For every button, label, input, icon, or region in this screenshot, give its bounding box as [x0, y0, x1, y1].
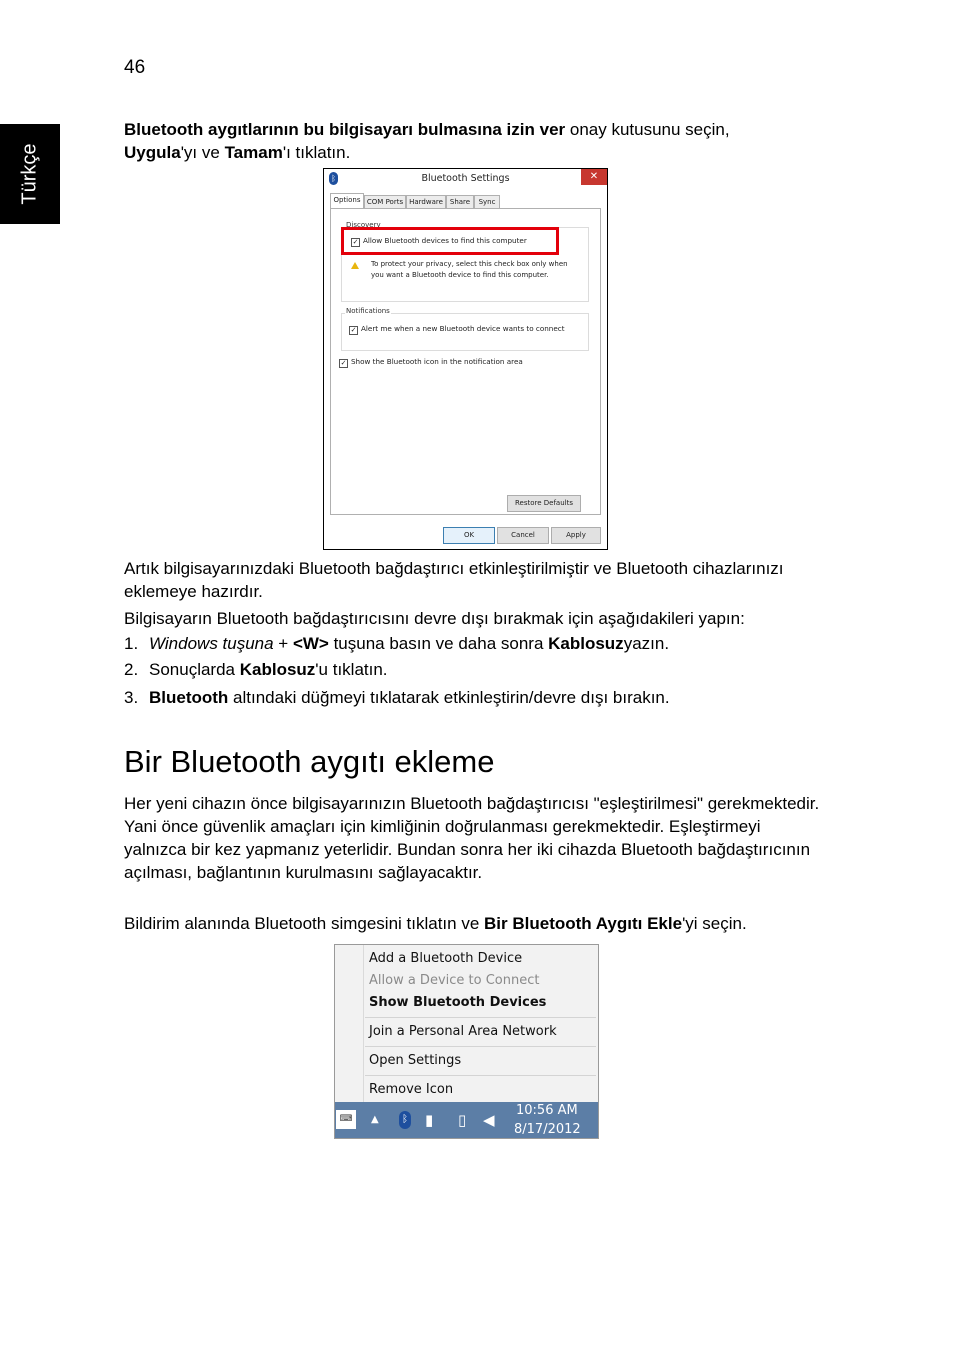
- notify-bold: Bir Bluetooth Aygıtı Ekle: [484, 914, 683, 933]
- checkbox-check-icon: ✓: [352, 238, 359, 246]
- enabled-paragraph: Artık bilgisayarınızdaki Bluetooth bağdaştırıcı etkinleştirilmiştir ve Bluetooth cihazlarınızı eklemeye hazırdır.: [124, 559, 784, 601]
- step-text: altındaki düğmeyi tıklatarak etkinleştirin/devre dışı bırakın.: [228, 688, 670, 707]
- network-signal-icon[interactable]: ▮: [425, 1111, 434, 1129]
- step-bold: Bluetooth: [149, 688, 229, 707]
- show-icon-checkbox[interactable]: [339, 357, 523, 368]
- intro-text-b: 'yı ve: [180, 143, 225, 162]
- menu-item-open-settings[interactable]: Open Settings: [369, 1053, 462, 1068]
- notifications-label: Notifications: [346, 307, 390, 315]
- menu-item-add-device[interactable]: Add a Bluetooth Device: [369, 951, 523, 966]
- step-text: yazın.: [623, 634, 670, 653]
- list-item: [124, 632, 824, 655]
- show-hidden-icons-icon[interactable]: ▲: [371, 1114, 379, 1125]
- menu-separator: [365, 1075, 596, 1076]
- step-bold: Kablosuz: [548, 634, 624, 653]
- step-text: +: [273, 634, 293, 653]
- notify-paragraph: [124, 912, 824, 935]
- intro-text-c: 'ı tıklatın.: [282, 143, 351, 162]
- list-item: [124, 658, 824, 681]
- bold-option: Bluetooth aygıtlarının bu bilgisayarı bulmasına izin ver: [124, 120, 566, 139]
- step-italic: Windows tuşuna: [149, 634, 274, 653]
- dialog-titlebar: [324, 169, 607, 189]
- step-text: tuşuna basın ve daha sonra: [328, 634, 549, 653]
- step-text: Sonuçlarda: [149, 660, 240, 679]
- close-icon[interactable]: ✕: [581, 169, 607, 185]
- pairing-paragraph: Her yeni cihazın önce bilgisayarınızın Bluetooth bağdaştırıcısı "eşleştirilmesi" gerekmektedir. Yani önce güvenlik amaçları için kimliğinin doğrulanması gerekmektedir. Eşleştirmeyi yalnızca bir kez yapmanız yeterlidir. Bundan sonra her iki cihazda Bluetooth bağdaştırıcının açılması, bağlantının kurulmasını sağlayacaktır.: [124, 794, 820, 882]
- language-tab-label: Türkçe: [18, 143, 41, 205]
- privacy-warning: To protect your privacy, select this check box only when you want a Bluetooth device to find this computer.: [371, 260, 568, 279]
- page-number: 46: [124, 57, 146, 78]
- menu-item-show-devices[interactable]: Show Bluetooth Devices: [369, 995, 547, 1010]
- checkbox-check-icon: ✓: [350, 326, 357, 334]
- battery-icon[interactable]: ▯: [458, 1111, 467, 1129]
- list-item: [124, 686, 824, 709]
- menu-separator: [365, 1017, 596, 1018]
- notify-text: 'yi seçin.: [682, 914, 747, 933]
- restore-defaults-button[interactable]: Restore Defaults: [507, 495, 581, 512]
- menu-separator: [365, 1046, 596, 1047]
- section-heading: Bir Bluetooth aygıtı ekleme: [124, 744, 495, 779]
- bluetooth-settings-dialog: [323, 168, 608, 550]
- intro-paragraph: [124, 118, 824, 164]
- bluetooth-icon[interactable]: ᛒ: [399, 1111, 411, 1129]
- tab-hardware[interactable]: Hardware: [406, 195, 446, 209]
- bluetooth-context-menu: [334, 944, 599, 1139]
- bluetooth-icon: ᛒ: [329, 172, 338, 185]
- alert-label: Alert me when a new Bluetooth device wants to connect: [361, 324, 565, 333]
- options-panel: [330, 208, 601, 515]
- ok-button[interactable]: OK: [443, 527, 495, 544]
- dialog-title: Bluetooth Settings: [421, 173, 510, 184]
- step-text: 'u tıklatın.: [315, 660, 388, 679]
- taskbar-date[interactable]: 8/17/2012: [514, 1122, 581, 1137]
- highlight-box: [341, 227, 559, 255]
- disable-paragraph: Bilgisayarın Bluetooth bağdaştırıcısını devre dışı bırakmak için aşağıdakileri yapın:: [124, 609, 745, 628]
- list-number: 2.: [124, 660, 139, 679]
- tab-com-ports[interactable]: COM Ports: [364, 195, 406, 209]
- discovery-label: Discovery: [346, 221, 381, 229]
- bold-ok: Tamam: [224, 143, 283, 162]
- tab-share[interactable]: Share: [446, 195, 474, 209]
- checkbox-check-icon: ✓: [340, 359, 347, 367]
- list-number: 1.: [124, 634, 139, 653]
- menu-gutter: [363, 945, 364, 1102]
- warning-icon: [351, 262, 359, 269]
- notify-text: Bildirim alanında Bluetooth simgesini tıklatın ve: [124, 914, 485, 933]
- intro-text-a: onay kutusunu seçin,: [565, 120, 730, 139]
- apply-button[interactable]: Apply: [551, 527, 601, 544]
- step-bold: <W>: [292, 634, 329, 653]
- list-number: 3.: [124, 688, 139, 707]
- cancel-button[interactable]: Cancel: [497, 527, 549, 544]
- taskbar: [335, 1102, 598, 1138]
- volume-icon[interactable]: ◀: [483, 1111, 495, 1129]
- keyboard-icon[interactable]: ⌨: [336, 1110, 356, 1129]
- menu-item-join-pan[interactable]: Join a Personal Area Network: [369, 1024, 557, 1039]
- menu-item-allow-connect[interactable]: Allow a Device to Connect: [369, 973, 540, 988]
- tab-options[interactable]: Options: [330, 193, 364, 209]
- taskbar-time[interactable]: 10:56 AM: [516, 1103, 578, 1118]
- bold-apply: Uygula: [124, 143, 181, 162]
- allow-discovery-label: Allow Bluetooth devices to find this computer: [363, 236, 527, 245]
- tab-sync[interactable]: Sync: [474, 195, 500, 209]
- alert-checkbox[interactable]: [349, 324, 565, 335]
- step-bold: Kablosuz: [239, 660, 316, 679]
- show-icon-label: Show the Bluetooth icon in the notification area: [351, 357, 523, 366]
- menu-item-remove-icon[interactable]: Remove Icon: [369, 1082, 454, 1097]
- language-tab: [0, 124, 60, 224]
